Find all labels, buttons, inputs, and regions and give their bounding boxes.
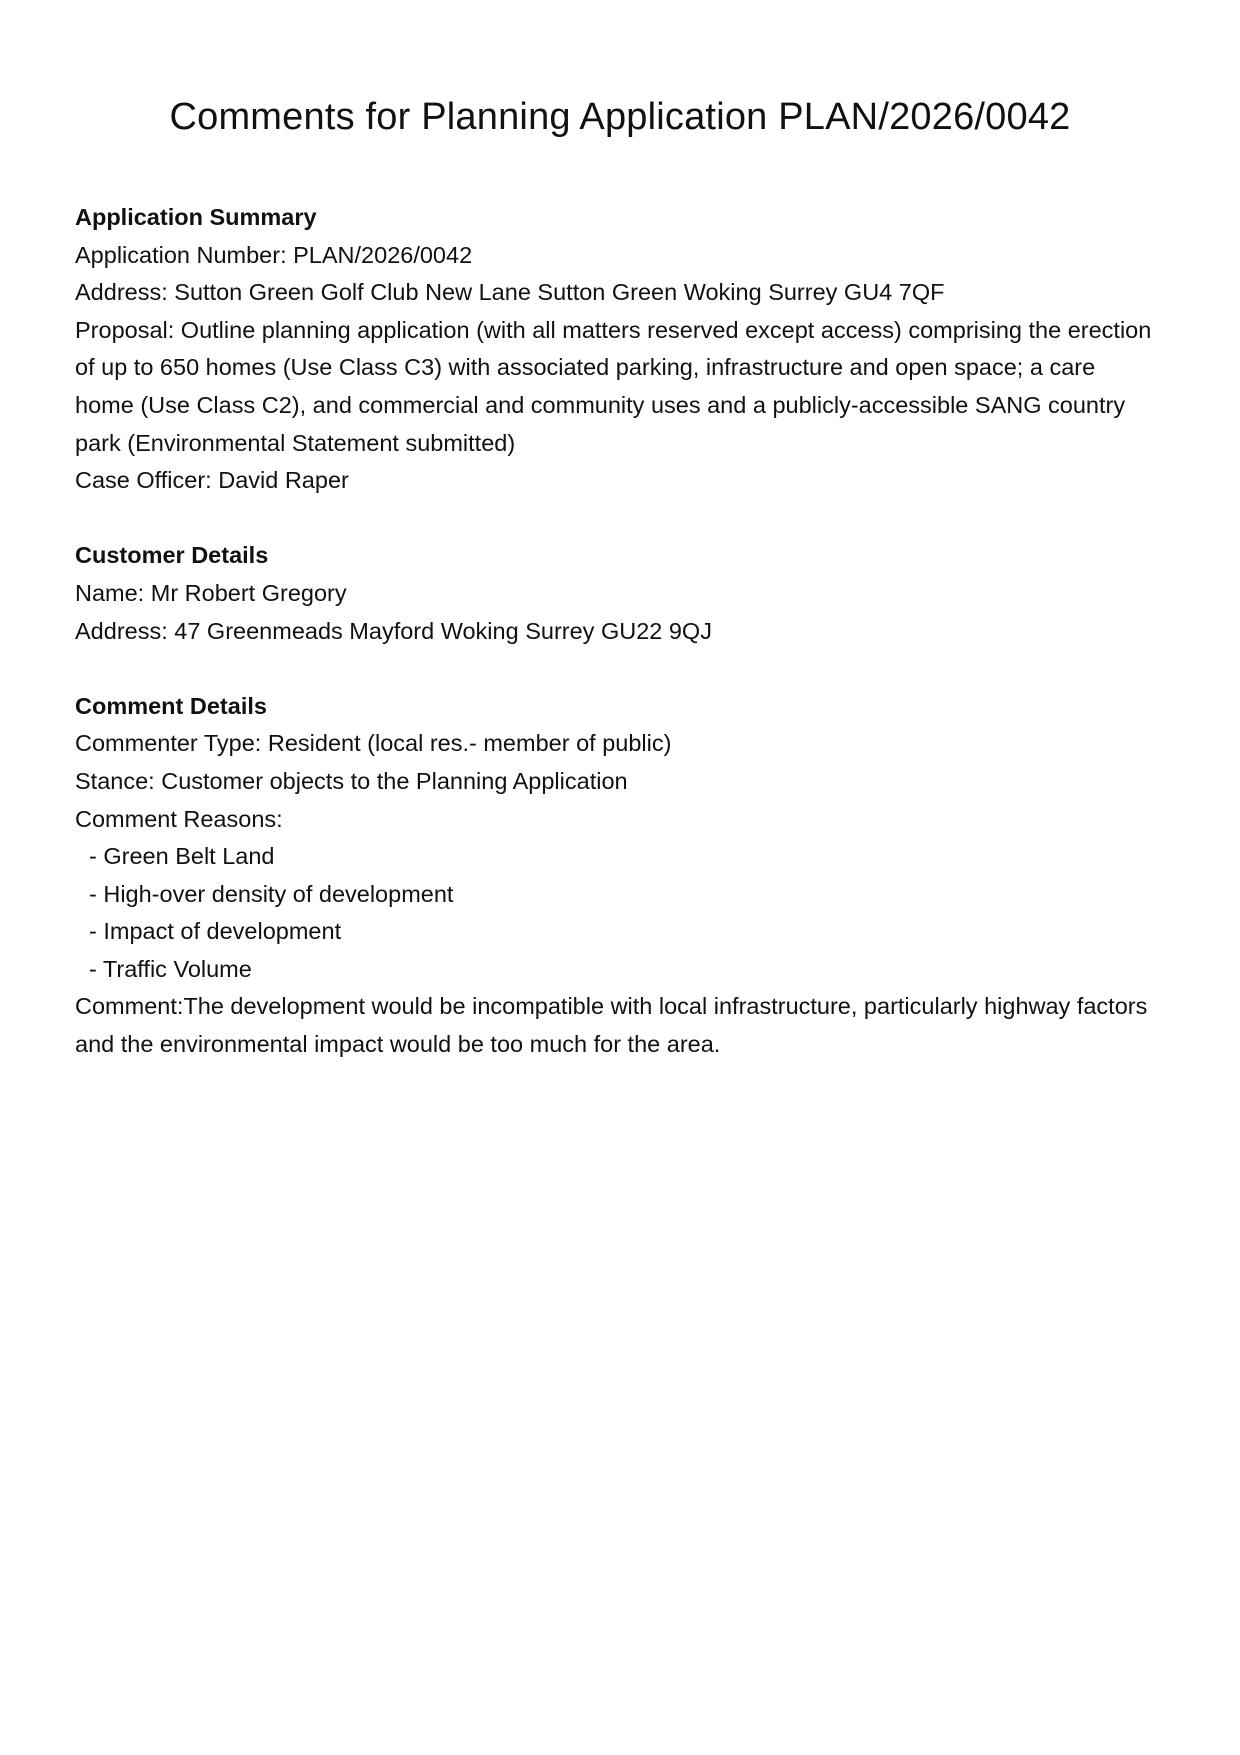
- document-body: [75, 199, 1155, 1101]
- customer-details-section: [75, 537, 1155, 650]
- application-summary-heading: Application Summary: [75, 204, 317, 230]
- page-title: Comments for Planning Application PLAN/2026/0042: [169, 96, 1071, 138]
- comment-reasons-label: Comment Reasons:: [75, 805, 283, 832]
- comment-details-heading: Comment Details: [75, 692, 267, 719]
- commenter-type: Commenter Type: Resident (local res.- member of public): [75, 730, 672, 757]
- customer-address: Address: 47 Greenmeads Mayford Woking Surrey GU22 9QJ: [75, 617, 712, 644]
- case-officer: Case Officer: David Raper: [75, 467, 349, 494]
- application-address: Address: Sutton Green Golf Club New Lane Sutton Green Woking Surrey GU4 7QF: [75, 279, 945, 306]
- customer-name: Name: Mr Robert Gregory: [75, 579, 347, 606]
- comment-text: Comment:The development would be incompatible with local infrastructure, particularly highway factors and the environmental impact would be too much for the area.: [75, 993, 1148, 1058]
- comment-details-section: [75, 688, 1155, 1064]
- comment-reason-item: - High-over density of development: [89, 880, 454, 907]
- comment-reason-item: - Green Belt Land: [89, 843, 275, 870]
- application-summary-section: [75, 199, 1155, 500]
- application-number: Application Number: PLAN/2026/0042: [75, 241, 473, 268]
- stance: Stance: Customer objects to the Planning Application: [75, 767, 628, 794]
- comment-reason-item: - Traffic Volume: [89, 955, 252, 982]
- application-proposal: Proposal: Outline planning application (with all matters reserved except access) comprising the erection of up to 650 homes (Use Class C3) with associated parking, infrastructure and open space; a care home (Use Class C2), and commercial and community uses and a publicly-accessible SANG country park (Environmental Statement submitted): [75, 316, 1152, 456]
- customer-details-heading: Customer Details: [75, 542, 269, 569]
- comment-reason-item: - Impact of development: [89, 918, 342, 945]
